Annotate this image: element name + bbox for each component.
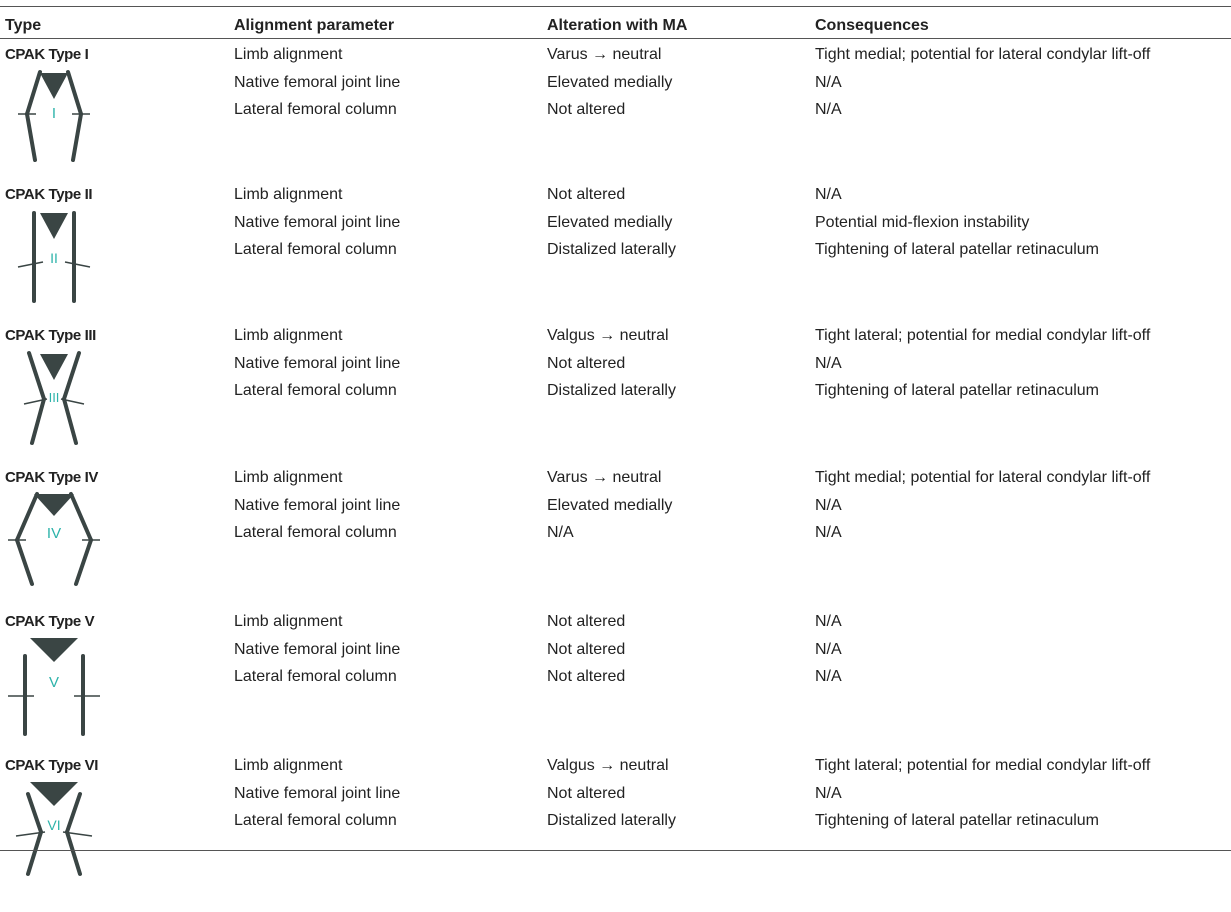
parameter-cell: Limb alignment [234,327,343,344]
type-label: CPAK Type V [5,613,95,630]
consequence-cell: N/A [815,186,842,203]
alteration-cell: Not altered [547,641,626,658]
alteration-cell: Varus → neutral [547,469,662,486]
alteration-cell: Valgus → neutral [547,757,669,774]
alteration-cell: Not altered [547,668,626,685]
parameter-cell: Limb alignment [234,46,343,63]
consequence-cell: N/A [815,524,842,541]
svg-text:I: I [51,105,57,122]
parameter-cell: Limb alignment [234,613,343,630]
parameter-cell: Native femoral joint line [234,355,401,372]
alteration-cell: Not altered [547,355,626,372]
consequence-cell: Tightening of lateral patellar retinaculum [815,812,1100,829]
parameter-cell: Lateral femoral column [234,382,397,399]
table-bottom-rule [0,850,1231,851]
consequence-cell: Tightening of lateral patellar retinaculum [815,382,1100,399]
svg-text:IV: IV [46,525,62,542]
parameter-cell: Limb alignment [234,469,343,486]
type-label: CPAK Type VI [5,757,98,774]
header-alteration: Alteration with MA [547,17,688,34]
alteration-cell: N/A [547,524,574,541]
knee-alignment-icon [4,205,104,309]
consequence-cell: N/A [815,74,842,91]
svg-text:III: III [48,390,60,405]
table-row-group [0,185,1231,323]
svg-text:VI: VI [47,817,61,833]
svg-text:II: II [50,250,58,266]
parameter-cell: Lateral femoral column [234,812,397,829]
consequence-cell: N/A [815,668,842,685]
table-header-rule [0,38,1231,39]
parameter-cell: Lateral femoral column [234,241,397,258]
type-label: CPAK Type I [5,46,89,63]
parameter-cell: Native femoral joint line [234,785,401,802]
table-row-group [0,468,1231,606]
consequence-cell: N/A [815,101,842,118]
table-row-group [0,326,1231,464]
consequence-cell: Tightening of lateral patellar retinaculum [815,241,1100,258]
parameter-cell: Native femoral joint line [234,497,401,514]
alteration-cell: Not altered [547,101,626,118]
consequence-cell: N/A [815,355,842,372]
alteration-cell: Varus → neutral [547,46,662,63]
type-label: CPAK Type IV [5,469,98,486]
consequence-cell: Potential mid-flexion instability [815,214,1030,231]
consequence-cell: Tight medial; potential for lateral condylar lift-off [815,469,1151,486]
parameter-cell: Lateral femoral column [234,668,397,685]
table-row-group [0,756,1231,894]
alteration-cell: Distalized laterally [547,241,676,258]
type-label: CPAK Type II [5,186,93,203]
svg-text:V: V [48,674,60,691]
alteration-cell: Elevated medially [547,214,673,231]
header-alignment-parameter: Alignment parameter [234,17,395,34]
type-label: CPAK Type III [5,327,96,344]
parameter-cell: Lateral femoral column [234,524,397,541]
consequence-cell: N/A [815,613,842,630]
knee-alignment-icon [4,488,104,592]
knee-alignment-icon [4,632,104,736]
knee-alignment-icon [4,346,104,450]
alteration-cell: Not altered [547,186,626,203]
parameter-cell: Limb alignment [234,757,343,774]
consequence-cell: N/A [815,785,842,802]
consequence-cell: Tight lateral; potential for medial condylar lift-off [815,757,1151,774]
knee-alignment-icon [4,65,104,169]
alteration-cell: Not altered [547,785,626,802]
table-row-group [0,45,1231,183]
knee-alignment-icon [4,776,104,880]
alteration-cell: Distalized laterally [547,382,676,399]
consequence-cell: N/A [815,641,842,658]
table-row-group [0,612,1231,750]
alteration-cell: Distalized laterally [547,812,676,829]
parameter-cell: Lateral femoral column [234,101,397,118]
alteration-cell: Not altered [547,613,626,630]
parameter-cell: Limb alignment [234,186,343,203]
parameter-cell: Native femoral joint line [234,74,401,91]
consequence-cell: Tight medial; potential for lateral condylar lift-off [815,46,1151,63]
alteration-cell: Elevated medially [547,74,673,91]
header-type: Type [5,17,42,34]
parameter-cell: Native femoral joint line [234,641,401,658]
consequence-cell: N/A [815,497,842,514]
header-consequences: Consequences [815,17,929,34]
table-top-rule [0,6,1231,7]
parameter-cell: Native femoral joint line [234,214,401,231]
alteration-cell: Valgus → neutral [547,327,669,344]
consequence-cell: Tight lateral; potential for medial condylar lift-off [815,327,1151,344]
alteration-cell: Elevated medially [547,497,673,514]
